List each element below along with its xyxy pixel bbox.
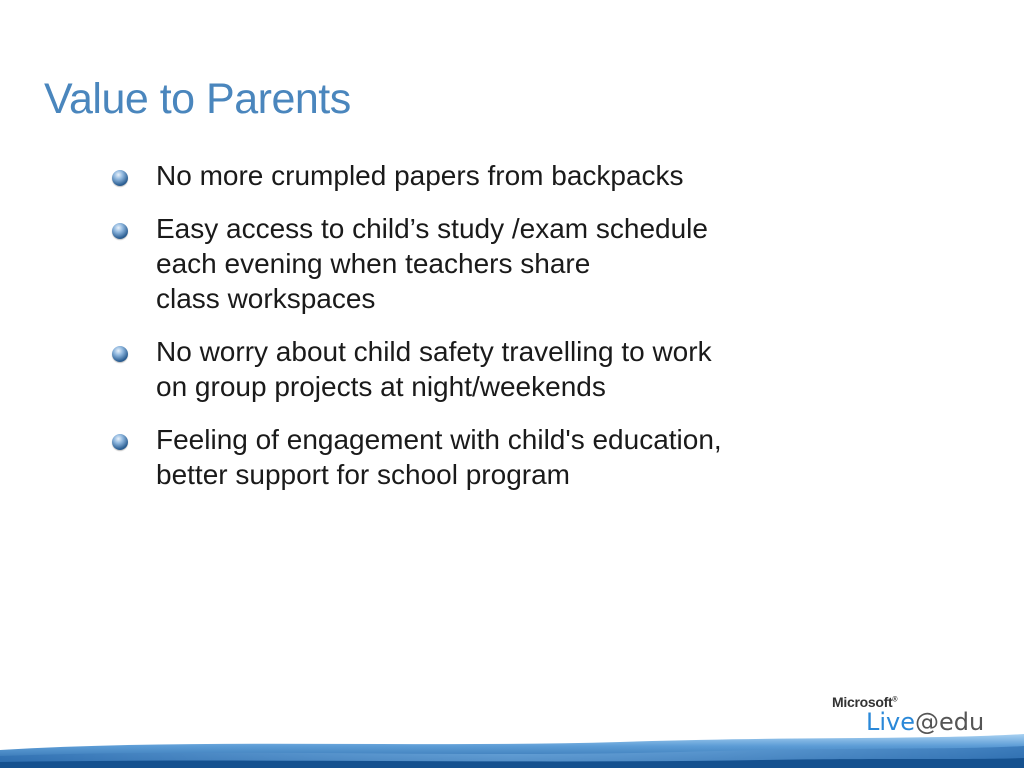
list-item [108, 211, 868, 316]
bullet-text: Feeling of engagement with child's education, better support for school program [156, 424, 722, 490]
blue-sphere-bullet-icon [112, 223, 128, 239]
bullet-text: No more crumpled papers from backpacks [156, 160, 684, 191]
bullet-text: Easy access to child’s study /exam schedule each evening when teachers share class workspaces [156, 213, 708, 314]
slide-title: Value to Parents [44, 75, 351, 123]
blue-sphere-bullet-icon [112, 346, 128, 362]
logo-live-edu-wordmark: Live@edu [866, 708, 985, 736]
bullet-list [108, 158, 868, 510]
bullet-text: No worry about child safety travelling to work on group projects at night/weekends [156, 336, 712, 402]
logo-microsoft-wordmark: Microsoft® [832, 694, 898, 710]
list-item [108, 158, 868, 193]
blue-sphere-bullet-icon [112, 170, 128, 186]
blue-sphere-bullet-icon [112, 434, 128, 450]
microsoft-live-edu-logo [826, 694, 996, 744]
list-item [108, 422, 868, 492]
list-item [108, 334, 868, 404]
